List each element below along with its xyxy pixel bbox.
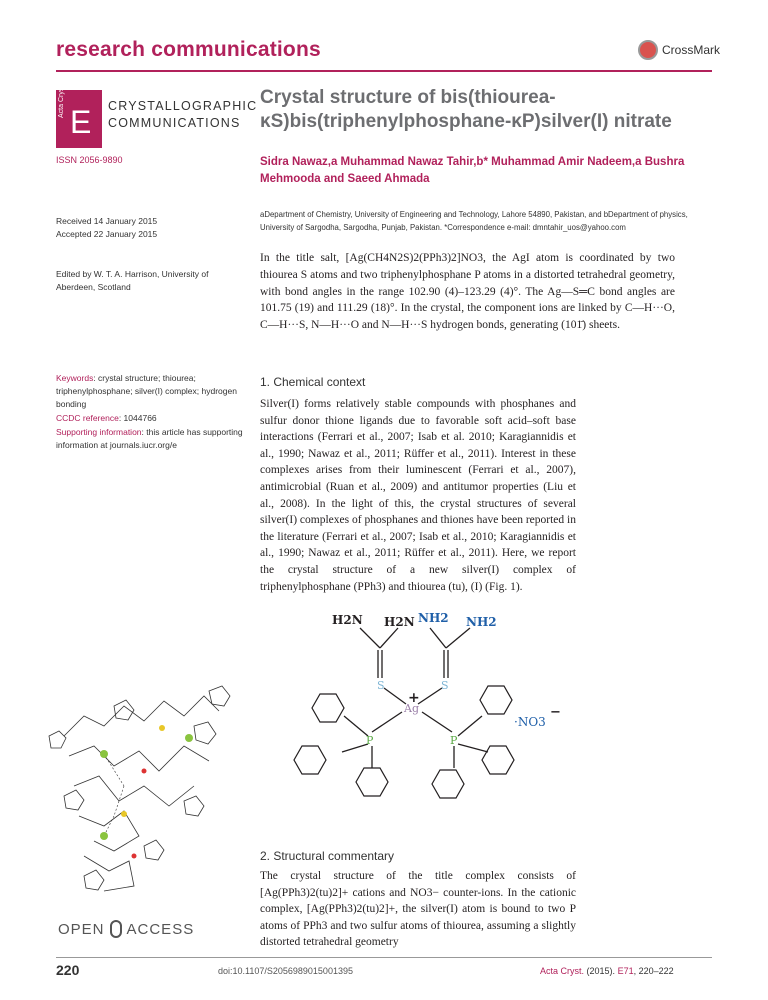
section2-heading: 2. Structural commentary	[260, 849, 395, 863]
support-text: : this article has supporting information at journals.iucr.org/e	[56, 427, 243, 450]
journal-section-title: research communications	[56, 38, 321, 61]
section1-heading: 1. Chemical context	[260, 375, 366, 389]
open-access-right: ACCESS	[126, 920, 195, 938]
crossmark-link[interactable]	[638, 40, 720, 60]
packing-wireframe	[49, 686, 230, 891]
citation-volume: E71	[617, 966, 634, 976]
phosphorus-atom	[185, 734, 193, 742]
issn: ISSN 2056-9890	[56, 155, 123, 165]
nitrate-ion: ·NO3	[514, 715, 546, 729]
doi-link[interactable]: doi:10.1107/S2056989015001395	[218, 966, 353, 976]
amine-mid-left: H2N	[384, 615, 415, 629]
header-divider	[56, 70, 712, 72]
chemical-scheme	[280, 600, 580, 800]
footer-divider	[56, 957, 712, 958]
received-date: Received 14 January 2015	[56, 216, 158, 226]
amine-left: H2N	[332, 613, 363, 627]
section2-text: The crystal structure of the title complex consists of [Ag(PPh3)2(tu)2]+ cations and NO3− counter-ions. In the cationic complex, [Ag(PPh3)2(tu)2]+, the silver(I) atom is bound to two P atoms of PPh3 and two sulfur atoms of thiourea, assuming a slightly distorted tetrahedral geometry	[260, 870, 576, 949]
silver-atom: Ag	[404, 702, 419, 715]
section1-text: Silver(I) forms relatively stable compounds with phosphanes and sulfur donor thione ligands due to favorable soft acid–soft base interactions (Ferrari et al., 2007; Isab et al. 2010; Karagiannidis et al., 1990; Nawaz et al., 2011; Rüffer et al., 2011). Interest in these complexes arises from their luminescent (Ferrari et al., 2007), antimicrobial (Ruan et al., 2009) and antitumor properties (Liu et al., 2008). In the light of this, the crystal structures of several silver(I) complexes of phosphanes and thiones have been reported in the literature (Ferrari et al., 2007; Isab et al., 2010; Karagiannidis et al., 1990; Nawaz et al., 2011; Rüffer et al., 2011). Here, we report the crystal structure of a new silver(I) complex of triphenylphosphane (PPh3) and thiourea (tu), (I) (Fig. 1).	[260, 398, 576, 593]
citation-journal: Acta Cryst.	[540, 966, 585, 976]
journal-name-line2: COMMUNICATIONS	[108, 116, 241, 130]
phosphorus-right: P	[450, 734, 458, 747]
accepted-date: Accepted 22 January 2015	[56, 229, 158, 239]
journal-name	[108, 98, 257, 132]
phenyl-ring	[312, 694, 344, 722]
citation-year: (2015).	[586, 966, 616, 976]
abstract: In the title salt, [Ag(CH4N2S)2(PPh3)2]NO3, the AgI atom is coordinated by two thiourea S atoms and two triphenylphosphane P atoms in a distorted tetrahedral geometry, with bond angles in the range 102.90 (4)–123.29 (4)°. The Ag—S═C bond angles are 101.75 (19) and 111.29 (18)°. In the crystal, the component ions are linked by C—H···O, C—H···S, N—H···O and N—H···S hydrogen bonds, generating (101̄) sheets.	[260, 252, 675, 332]
page-number: 220	[56, 962, 80, 978]
phenyl-ring	[432, 770, 464, 798]
phenyl-ring	[482, 746, 514, 774]
journal-name-line1: CRYSTALLOGRAPHIC	[108, 99, 258, 113]
ccdc-label: CCDC reference	[56, 413, 119, 423]
crossmark-label: CrossMark	[662, 43, 721, 57]
keywords	[56, 372, 246, 411]
phosphorus-atom	[100, 750, 108, 758]
journal-letter: E	[70, 104, 92, 140]
citation	[540, 966, 674, 976]
dates	[56, 215, 246, 241]
sulfur-atom	[121, 811, 127, 817]
keywords-text: : crystal structure; thiourea; triphenylphosphane; silver(I) complex; hydrogen bonding	[56, 373, 237, 409]
phenyl-ring	[294, 746, 326, 774]
phenyl-ring	[480, 686, 512, 714]
ccdc-text: : 1044766	[118, 413, 157, 423]
support-label: Supporting information	[56, 427, 142, 437]
open-lock-icon	[110, 920, 122, 938]
keywords-label: Keywords	[56, 373, 94, 383]
phenyl-ring	[356, 768, 388, 796]
editor-note: Edited by W. T. A. Harrison, University of Aberdeen, Scotland	[56, 269, 209, 292]
journal-logo	[56, 85, 102, 148]
sulfur-atom	[159, 725, 165, 731]
cation-charge: +	[408, 690, 420, 706]
amine-right: NH2	[466, 615, 497, 629]
article-title: Crystal structure of bis(thiourea-κS)bis(triphenylphosphane-κP)silver(I) nitrate	[260, 87, 672, 132]
oxygen-atom	[132, 854, 137, 859]
anion-charge: −	[550, 705, 561, 720]
packing-figure	[44, 676, 236, 896]
sulfur-left: S	[377, 679, 385, 692]
ccdc	[56, 412, 246, 425]
open-access-badge	[58, 920, 194, 938]
acta-cryst-label: Acta Cryst	[58, 85, 65, 118]
amine-mid-right: NH2	[418, 611, 449, 625]
affiliations: aDepartment of Chemistry, University of Engineering and Technology, Lahore 54890, Pakistan, and bDepartment of physics, University of Sargodha, Sargodha, Punjab, Pakistan. *Correspondence e-mail: dmntahir_uos@yahoo.com	[260, 210, 688, 232]
phosphorus-left: P	[366, 734, 374, 747]
crossmark-icon	[638, 40, 658, 60]
sulfur-right: S	[441, 679, 449, 692]
oxygen-atom	[142, 769, 147, 774]
citation-pages: , 220–222	[633, 966, 674, 976]
supporting-info	[56, 426, 246, 452]
open-access-left: OPEN	[58, 920, 105, 938]
phosphorus-atom	[100, 832, 108, 840]
article-authors: Sidra Nawaz,a Muhammad Nawaz Tahir,b* Muhammad Amir Nadeem,a Bushra Mehmooda and Saeed Ahmada	[260, 156, 685, 185]
